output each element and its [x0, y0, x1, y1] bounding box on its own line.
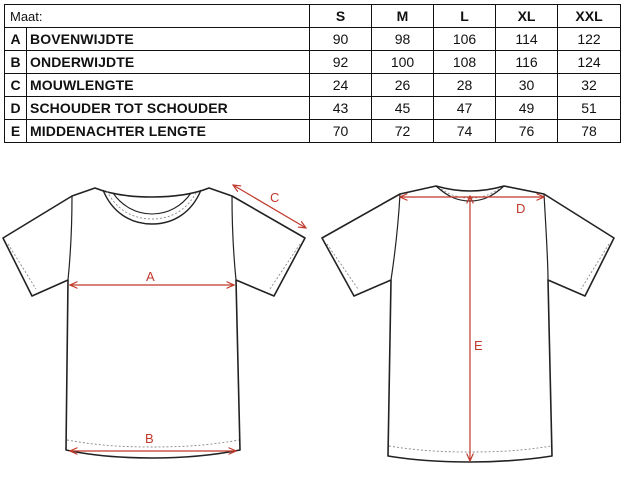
measurement-name: MOUWLENGTE — [27, 74, 310, 97]
size-header: S — [310, 5, 372, 28]
size-header: XXL — [558, 5, 621, 28]
measurement-name: MIDDENACHTER LENGTE — [27, 120, 310, 143]
front-shirt-outline — [3, 188, 305, 458]
table-cell: 124 — [558, 51, 621, 74]
table-cell: 106 — [434, 28, 496, 51]
measure-e-label: E — [474, 338, 483, 353]
measure-d-label: D — [516, 201, 526, 216]
table-cell: 100 — [372, 51, 434, 74]
table-header-row — [5, 5, 621, 28]
table-cell: 122 — [558, 28, 621, 51]
row-letter: C — [5, 74, 27, 97]
tshirt-measurement-diagram — [0, 170, 624, 470]
table-cell: 45 — [372, 97, 434, 120]
table-cell: 114 — [496, 28, 558, 51]
table-cell: 51 — [558, 97, 621, 120]
table-cell: 49 — [496, 97, 558, 120]
table-cell: 24 — [310, 74, 372, 97]
table-row — [5, 51, 621, 74]
table-row — [5, 120, 621, 143]
table-cell: 98 — [372, 28, 434, 51]
size-table — [4, 4, 621, 143]
table-row — [5, 97, 621, 120]
measure-a-label: A — [146, 269, 155, 284]
back-shirt-outline — [322, 186, 614, 462]
measurement-name: BOVENWIJDTE — [27, 28, 310, 51]
size-header: L — [434, 5, 496, 28]
measurement-name: ONDERWIJDTE — [27, 51, 310, 74]
table-cell: 28 — [434, 74, 496, 97]
table-cell: 32 — [558, 74, 621, 97]
table-cell: 26 — [372, 74, 434, 97]
table-cell: 78 — [558, 120, 621, 143]
table-cell: 43 — [310, 97, 372, 120]
size-header: XL — [496, 5, 558, 28]
table-cell: 116 — [496, 51, 558, 74]
table-cell: 76 — [496, 120, 558, 143]
measurement-name: SCHOUDER TOT SCHOUDER — [27, 97, 310, 120]
back-tshirt — [322, 186, 614, 462]
table-row — [5, 28, 621, 51]
size-corner-label: Maat: — [5, 5, 310, 28]
table-cell: 47 — [434, 97, 496, 120]
table-cell: 108 — [434, 51, 496, 74]
row-letter: A — [5, 28, 27, 51]
size-header: M — [372, 5, 434, 28]
measure-b-label: B — [145, 431, 154, 446]
row-letter: E — [5, 120, 27, 143]
front-tshirt — [3, 185, 306, 458]
table-cell: 30 — [496, 74, 558, 97]
row-letter: B — [5, 51, 27, 74]
row-letter: D — [5, 97, 27, 120]
table-cell: 90 — [310, 28, 372, 51]
table-row — [5, 74, 621, 97]
table-cell: 70 — [310, 120, 372, 143]
table-cell: 92 — [310, 51, 372, 74]
table-cell: 74 — [434, 120, 496, 143]
measure-c-label: C — [270, 190, 280, 205]
table-cell: 72 — [372, 120, 434, 143]
